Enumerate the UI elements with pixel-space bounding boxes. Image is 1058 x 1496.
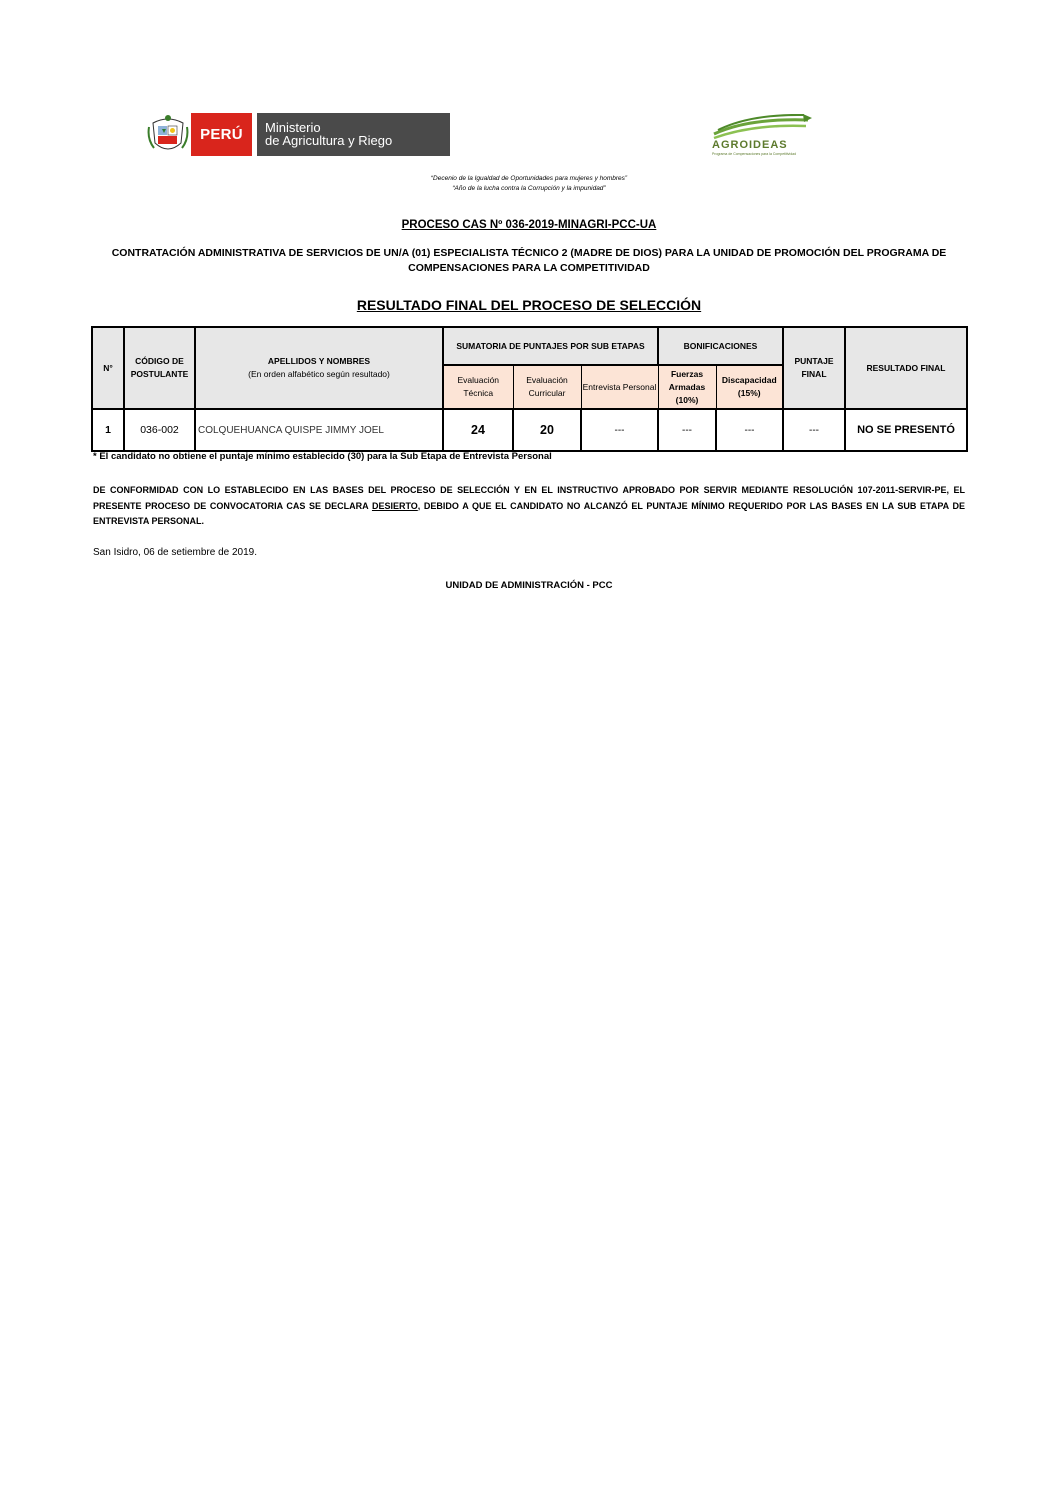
cell-eval-tecnica: 24 <box>443 409 513 451</box>
header-apellidos <box>195 327 443 409</box>
header-eval-curricular: Evaluación Curricular <box>513 365 581 409</box>
proceso-title: PROCESO CAS Nº 036-2019-MINAGRI-PCC-UA <box>401 219 657 231</box>
fecha-text: San Isidro, 06 de setiembre de 2019. <box>93 547 257 558</box>
header-apellidos-label: APELLIDOS Y NOMBRES <box>267 356 371 366</box>
ministerio-line1: Ministerio <box>265 120 321 135</box>
peru-coat-of-arms-icon <box>145 113 191 156</box>
ministerio-label <box>257 113 450 156</box>
header-codigo: CÓDIGO DE POSTULANTE <box>124 327 195 409</box>
conformidad-after: , DEBIDO A QUE EL CANDIDATO NO ALCANZÓ EL PUNTAJE MÍNIMO REQUERIDO POR LAS BASES EN LA SUB ETAPA DE ENTREVISTA PERSONAL. <box>93 500 965 526</box>
cell-n: 1 <box>92 409 124 451</box>
cell-nombre: COLQUEHUANCA QUISPE JIMMY JOEL <box>195 409 443 451</box>
unidad-signature: UNIDAD DE ADMINISTRACIÓN - PCC <box>445 580 613 591</box>
header-apellidos-sub: (En orden alfabético según resultado) <box>248 369 390 379</box>
peru-label: PERÚ <box>191 113 252 156</box>
cell-entrevista: --- <box>581 409 658 451</box>
header-sumatoria: SUMATORIA DE PUNTAJES POR SUB ETAPAS <box>443 327 658 365</box>
results-table <box>91 326 968 452</box>
header-puntaje-final: PUNTAJE FINAL <box>783 327 845 409</box>
agroideas-swoosh-icon <box>708 114 818 140</box>
header-discapacidad: Discapacidad (15%) <box>716 365 783 409</box>
cell-resultado-final: NO SE PRESENTÓ <box>845 409 967 451</box>
header-fuerzas: Fuerzas Armadas (10%) <box>658 365 716 409</box>
cell-codigo: 036-002 <box>124 409 195 451</box>
agroideas-name: AGROIDEAS <box>712 139 788 151</box>
agroideas-tagline: Programa de Compensaciones para la Competitividad <box>712 152 797 156</box>
resultado-title: RESULTADO FINAL DEL PROCESO DE SELECCIÓN <box>356 297 702 313</box>
nota-text: * El candidato no obtiene el puntaje mínimo establecido (30) para la Sub Etapa de Entrevista Personal <box>93 451 552 462</box>
header-bonificaciones: BONIFICACIONES <box>658 327 783 365</box>
ministerio-line2: de Agricultura y Riego <box>265 133 393 148</box>
cell-discapacidad: --- <box>716 409 783 451</box>
decenio-line1: “Decenio de la Igualdad de Oportunidades para mujeres y hombres” <box>430 175 628 182</box>
header-eval-tecnica: Evaluación Técnica <box>443 365 513 409</box>
contratacion-text: CONTRATACIÓN ADMINISTRATIVA DE SERVICIOS DE UN/A (01) ESPECIALISTA TÉCNICO 2 (MADRE DE DIOS) PARA LA UNIDAD DE PROMOCIÓN DEL PROGRAMA DE COMPENSACIONES PARA LA COMPETITIVIDAD <box>111 247 947 274</box>
cell-fuerzas: --- <box>658 409 716 451</box>
decenio-line2: “Año de la lucha contra la Corrupción y la impunidad” <box>452 185 606 192</box>
conformidad-highlight: DESIERTO <box>371 500 418 511</box>
cell-eval-curricular: 20 <box>513 409 581 451</box>
header-resultado-final: RESULTADO FINAL <box>845 327 967 409</box>
header-entrevista: Entrevista Personal <box>581 365 658 409</box>
ministerio-logo <box>145 113 451 156</box>
header-n: N° <box>92 327 124 409</box>
conformidad-before: DE CONFORMIDAD CON LO ESTABLECIDO EN LAS BASES DEL PROCESO DE SELECCIÓN Y EN EL INSTRUCTIVO APROBADO POR SERVIR MEDIANTE RESOLUCIÓN 107-2011-SERVIR-PE, EL PRESENTE PROCESO DE CONVOCATORIA CAS SE DECLARA <box>93 485 965 511</box>
cell-puntaje-final: --- <box>783 409 845 451</box>
table-row <box>92 409 967 451</box>
agroideas-logo <box>708 114 818 158</box>
conformidad-paragraph <box>93 483 965 530</box>
